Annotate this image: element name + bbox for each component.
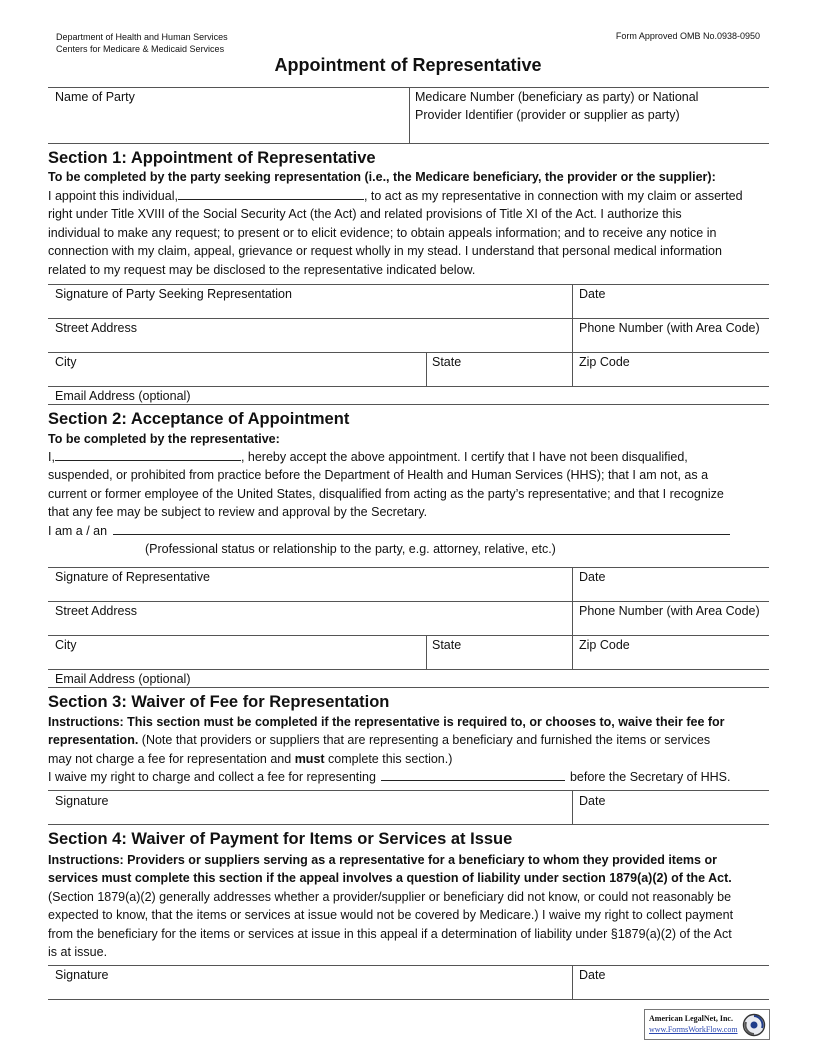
omb-number: Form Approved OMB No.0938-0950 bbox=[615, 31, 760, 41]
logo-company-name: American LegalNet, Inc. bbox=[649, 1014, 733, 1023]
divider bbox=[409, 87, 410, 143]
divider bbox=[572, 567, 573, 669]
divider bbox=[572, 790, 573, 824]
s2-line-3: current or former employee of the United States, disqualified from acting as the party’s representative; and that I recognize bbox=[48, 486, 724, 501]
section-4-paragraph bbox=[48, 851, 772, 961]
s2-iam-label: I am a / an bbox=[48, 523, 108, 538]
divider bbox=[48, 965, 769, 966]
professional-status-blank[interactable] bbox=[113, 523, 730, 535]
s2-street-address-field[interactable]: Street Address bbox=[55, 604, 137, 618]
s4-line-6: is at issue. bbox=[48, 945, 108, 960]
representative-signature-name-blank[interactable] bbox=[55, 449, 241, 461]
section-3-heading: Section 3: Waiver of Fee for Representation bbox=[48, 693, 390, 711]
s1-date-field[interactable]: Date bbox=[579, 287, 606, 301]
section-4-heading: Section 4: Waiver of Payment for Items or Services at Issue bbox=[48, 830, 513, 848]
s2-date-field[interactable]: Date bbox=[579, 570, 606, 584]
section-2-heading: Section 2: Acceptance of Appointment bbox=[48, 410, 350, 428]
divider bbox=[48, 404, 769, 405]
professional-status-note: (Professional status or relationship to the party, e.g. attorney, relative, etc.) bbox=[145, 542, 556, 556]
s1-signature-field[interactable]: Signature of Party Seeking Representation bbox=[55, 287, 292, 301]
form-title: Appointment of Representative bbox=[274, 55, 542, 75]
divider bbox=[48, 284, 769, 285]
s3-instructions-bold: representation. bbox=[48, 733, 139, 748]
globe-icon bbox=[742, 1013, 766, 1037]
section-1-subheading: To be completed by the party seeking representation (i.e., the Medicare beneficiary, the provider or the supplier): bbox=[48, 170, 716, 184]
s1-city-field[interactable]: City bbox=[55, 355, 77, 369]
divider bbox=[572, 284, 573, 386]
s2-phone-field[interactable]: Phone Number (with Area Code) bbox=[579, 604, 760, 618]
agency-line-2: Centers for Medicare & Medicaid Services bbox=[56, 44, 225, 54]
s3-line-3-start: may not charge a fee for representation and bbox=[48, 751, 295, 766]
s2-signature-field[interactable]: Signature of Representative bbox=[55, 570, 210, 584]
s4-line-4: expected to know, that the items or services at issue would not be covered by Medicare.) I waive my right to collect payment bbox=[48, 908, 734, 923]
s3-waive-end: before the Secretary of HHS. bbox=[569, 770, 731, 785]
medicare-label-line-1: Medicare Number (beneficiary as party) or National bbox=[415, 90, 699, 104]
representative-name-blank[interactable] bbox=[178, 188, 364, 200]
section-2-subheading: To be completed by the representative: bbox=[48, 432, 280, 446]
s1-state-field[interactable]: State bbox=[432, 355, 462, 369]
s1-line-4: connection with my claim, appeal, grievance or request wholly in my stead. I understand that personal medical information bbox=[48, 244, 722, 259]
divider bbox=[48, 824, 769, 825]
american-legalnet-logo[interactable] bbox=[644, 1009, 770, 1040]
divider bbox=[48, 143, 769, 144]
divider bbox=[426, 352, 427, 386]
s2-city-field[interactable]: City bbox=[55, 638, 77, 652]
s1-street-address-field[interactable]: Street Address bbox=[55, 321, 137, 335]
s1-phone-field[interactable]: Phone Number (with Area Code) bbox=[579, 321, 760, 335]
logo-website-link[interactable]: www.FormsWorkFlow.com bbox=[649, 1025, 738, 1034]
divider bbox=[48, 386, 769, 387]
divider bbox=[48, 790, 769, 791]
s2-line-4: that any fee may be subject to review and approval by the Secretary. bbox=[48, 505, 428, 520]
s3-signature-field[interactable]: Signature bbox=[55, 794, 109, 808]
s3-line-3-end: complete this section.) bbox=[324, 751, 453, 766]
divider bbox=[48, 352, 769, 353]
s1-line-5: related to my request may be disclosed to the representative indicated below. bbox=[48, 262, 476, 277]
s4-instructions-line-2: services must complete this section if the appeal involves a question of liability under section 1879(a)(2) of the Act. bbox=[48, 871, 732, 886]
s1-line-1-start: I appoint this individual, bbox=[48, 189, 178, 203]
s2-line-1-start: I, bbox=[48, 450, 55, 464]
s4-line-3: (Section 1879(a)(2) generally addresses whether a provider/supplier or beneficiary did not know, or could not reasonably be bbox=[48, 889, 732, 904]
s4-line-5: from the beneficiary for the items or services at issue in this appeal if a determination of liability under §1879(a)(2) of the Act bbox=[48, 926, 732, 941]
divider bbox=[48, 999, 769, 1000]
s4-instructions-line-1: Instructions: Providers or suppliers serving as a representative for a beneficiary to whom they provided items or bbox=[48, 853, 717, 867]
divider bbox=[48, 687, 769, 688]
s1-line-2: right under Title XVIII of the Social Security Act (the Act) and related provisions of Title XI of the Act. I authorize this bbox=[48, 207, 682, 222]
section-1-heading: Section 1: Appointment of Representative bbox=[48, 149, 376, 167]
s3-date-field[interactable]: Date bbox=[579, 794, 606, 808]
divider bbox=[572, 965, 573, 999]
name-of-party-field[interactable]: Name of Party bbox=[55, 90, 135, 104]
s4-date-field[interactable]: Date bbox=[579, 968, 606, 982]
medicare-number-field[interactable] bbox=[415, 90, 698, 123]
s2-zip-field[interactable]: Zip Code bbox=[579, 638, 630, 652]
s2-line-1-end: , hereby accept the above appointment. I certify that I have not been disqualified, bbox=[240, 450, 688, 464]
divider bbox=[48, 567, 769, 568]
s2-line-2: suspended, or prohibited from practice before the Department of Health and Human Services (HHS); that I am not, as a bbox=[48, 468, 709, 483]
s3-instructions-line-2: (Note that providers or suppliers that are representing a beneficiary and furnished the items or services bbox=[138, 733, 711, 748]
section-2-paragraph bbox=[48, 448, 772, 540]
s4-signature-field[interactable]: Signature bbox=[55, 968, 109, 982]
agency-line-1: Department of Health and Human Services bbox=[56, 32, 228, 42]
s3-waive-start: I waive my right to charge and collect a fee for representing bbox=[48, 770, 376, 785]
divider bbox=[48, 318, 769, 319]
s1-line-1-end: , to act as my representative in connection with my claim or asserted bbox=[363, 189, 743, 203]
agency-name bbox=[56, 31, 228, 55]
s2-state-field[interactable]: State bbox=[432, 638, 462, 652]
s1-email-field[interactable]: Email Address (optional) bbox=[55, 389, 191, 403]
s1-line-3: individual to make any request; to present or to elicit evidence; to obtain appeals information; and to receive any notice in bbox=[48, 225, 717, 240]
s1-zip-field[interactable]: Zip Code bbox=[579, 355, 630, 369]
s3-instructions-line-1: Instructions: This section must be completed if the representative is required to, or chooses to, waive their fee for bbox=[48, 715, 725, 729]
section-3-paragraph bbox=[48, 713, 772, 787]
divider bbox=[426, 635, 427, 669]
section-1-paragraph bbox=[48, 187, 772, 279]
divider bbox=[48, 669, 769, 670]
medicare-label-line-2: Provider Identifier (provider or supplier as party) bbox=[415, 108, 680, 122]
waiver-party-blank[interactable] bbox=[381, 769, 565, 781]
s2-email-field[interactable]: Email Address (optional) bbox=[55, 672, 191, 686]
s3-must: must bbox=[294, 751, 325, 766]
divider bbox=[48, 601, 769, 602]
divider bbox=[48, 635, 769, 636]
